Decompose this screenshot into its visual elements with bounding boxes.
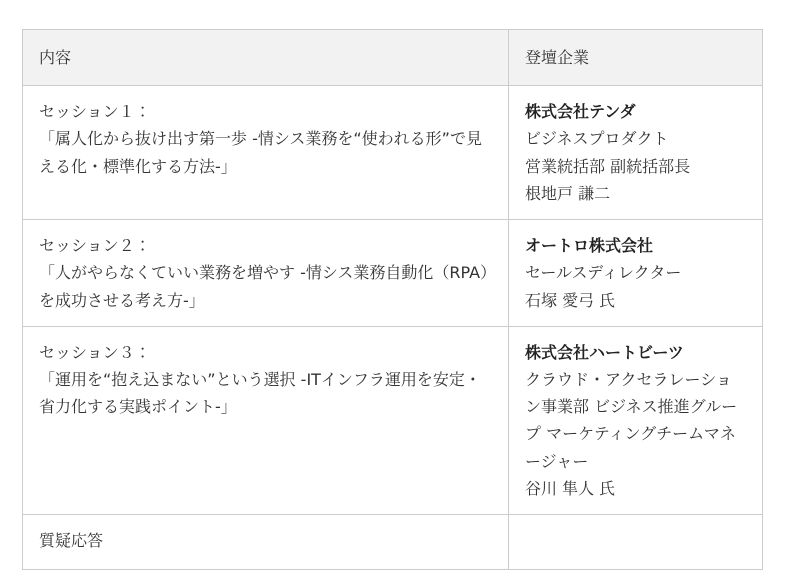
session3-company-cell <box>509 326 763 514</box>
session2-content-cell <box>23 220 509 327</box>
column-header-content: 内容 <box>23 30 509 86</box>
speaker-line: 谷川 隼人 氏 <box>525 478 616 498</box>
table-row-session3 <box>23 326 763 514</box>
speaker-line: ビジネスプロダクト <box>525 129 669 149</box>
speaker-line: 営業統括部 副統括部長 <box>525 156 691 176</box>
company-name: 株式会社テンダ <box>525 102 636 122</box>
qa-label: 質疑応答 <box>39 530 104 550</box>
session3-label: セッション３： <box>39 342 151 362</box>
agenda-table-container <box>22 29 763 570</box>
column-header-company: 登壇企業 <box>509 30 763 86</box>
qa-content-cell <box>23 514 509 569</box>
session1-label: セッション１： <box>39 102 151 122</box>
session1-content-cell <box>23 86 509 220</box>
session3-title: 「運用を“抱え込まない”という選択 -ITインフラ運用を安定・省力化する実践ポイント-」 <box>39 369 481 417</box>
company-name: 株式会社ハートビーツ <box>525 342 684 362</box>
speaker-line: 根地戸 謙二 <box>525 183 611 203</box>
table-row-qa <box>23 514 763 569</box>
speaker-line: クラウド・アクセラレーション事業部 ビジネス推進グループ マーケティングチームマネージャー <box>525 369 738 471</box>
table-row-session2 <box>23 220 763 327</box>
table-row-session1 <box>23 86 763 220</box>
session3-content-cell <box>23 326 509 514</box>
session1-title: 「属人化から抜け出す第一歩 -情シス業務を“使われる形”で見える化・標準化する方法-」 <box>39 129 482 176</box>
qa-company-cell <box>509 514 763 569</box>
session2-company-cell <box>509 220 763 327</box>
speaker-line: 石塚 愛弓 氏 <box>525 290 616 310</box>
session1-company-cell <box>509 86 763 220</box>
speaker-line: セールスディレクター <box>525 263 682 283</box>
header-row <box>23 30 763 86</box>
session2-title: 「人がやらなくていい業務を増やす -情シス業務自動化（RPA）を成功させる考え方-」 <box>39 263 489 310</box>
session2-label: セッション２： <box>39 236 151 256</box>
company-name: オートロ株式会社 <box>525 236 654 256</box>
agenda-table <box>22 29 763 570</box>
